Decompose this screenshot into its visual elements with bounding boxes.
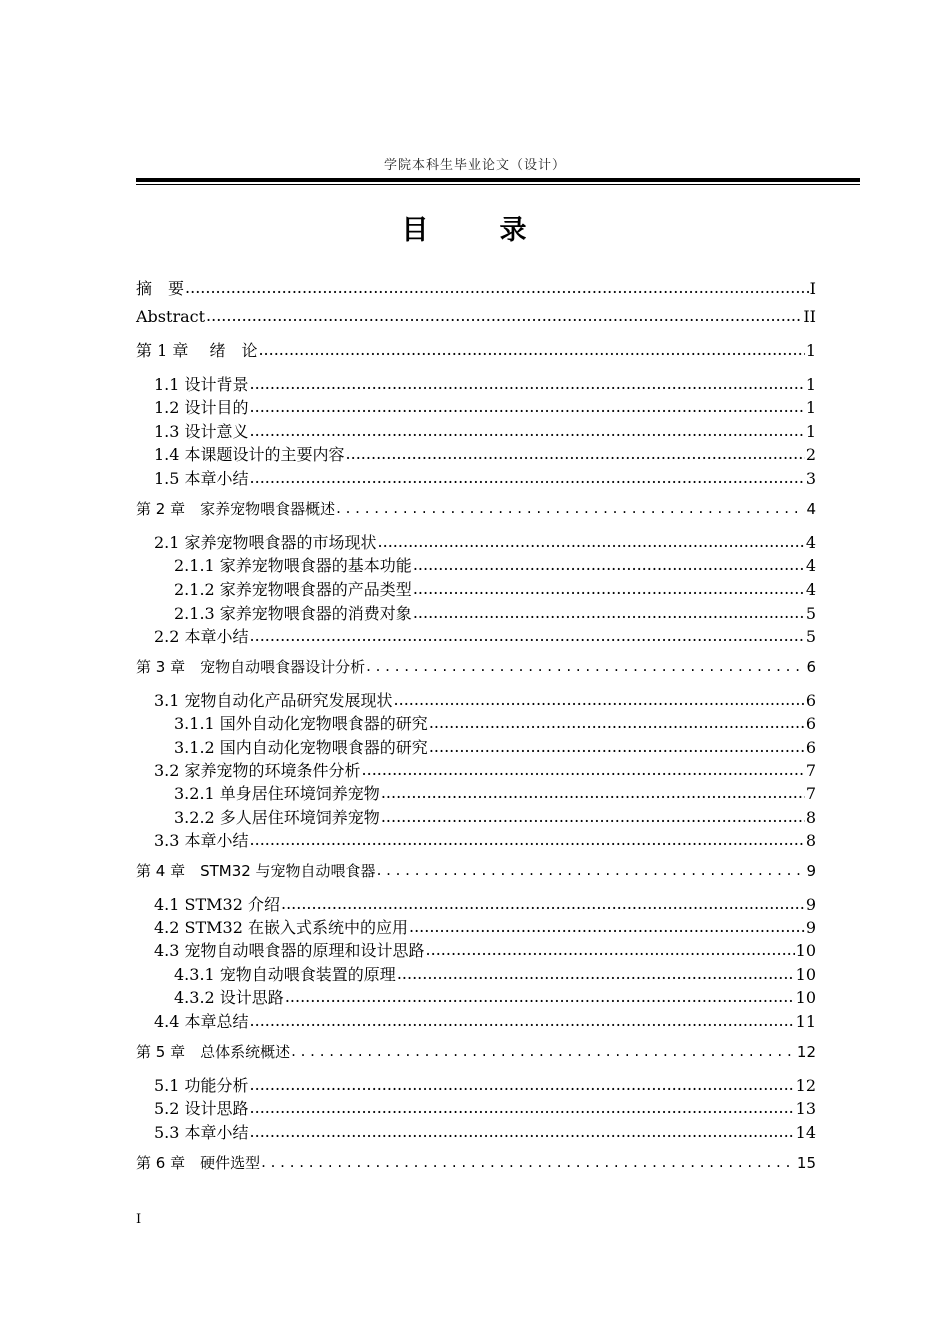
dot-leader bbox=[377, 861, 806, 876]
toc-entry-label: 4.3 宠物自动喂食器的原理和设计思路 bbox=[154, 941, 425, 960]
toc-entry[interactable] bbox=[136, 372, 816, 394]
toc-entry-page: 1 bbox=[805, 422, 816, 441]
toc-entry-page: 11 bbox=[795, 1012, 816, 1031]
toc-entry-page: 8 bbox=[805, 831, 816, 850]
dot-leader bbox=[346, 444, 805, 460]
toc-entry[interactable] bbox=[136, 735, 816, 757]
toc-entry[interactable] bbox=[136, 338, 816, 360]
dot-leader bbox=[250, 1098, 795, 1114]
toc-entry[interactable] bbox=[136, 1073, 816, 1095]
dot-leader bbox=[206, 306, 802, 322]
dot-leader bbox=[185, 278, 809, 294]
toc-entry-page: II bbox=[803, 307, 816, 326]
toc-entry-label: 3.3 本章小结 bbox=[154, 831, 249, 850]
toc-entry[interactable] bbox=[136, 1041, 816, 1063]
toc-entry-label: 4.3.1 宠物自动喂食装置的原理 bbox=[174, 965, 396, 984]
toc-entry-page: 10 bbox=[795, 941, 816, 960]
toc-entry-label: 2.1.2 家养宠物喂食器的产品类型 bbox=[174, 580, 412, 599]
toc-entry[interactable] bbox=[136, 530, 816, 552]
dot-leader bbox=[381, 783, 805, 799]
toc-entry-label: 第 2 章 家养宠物喂食器概述 bbox=[136, 500, 336, 518]
toc-entry-page: 1 bbox=[805, 398, 816, 417]
toc-entry[interactable] bbox=[136, 466, 816, 488]
toc-entry-page: 7 bbox=[805, 761, 816, 780]
toc-entry-page: 9 bbox=[805, 895, 816, 914]
toc-entry-label: 1.1 设计背景 bbox=[154, 375, 249, 394]
toc-entry-label: 2.1 家养宠物喂食器的市场现状 bbox=[154, 533, 377, 552]
toc-entry[interactable] bbox=[136, 892, 816, 914]
toc-entry-page: 14 bbox=[795, 1123, 816, 1142]
toc-entry-page: 1 bbox=[805, 341, 816, 360]
toc-entry-label: 3.2.1 单身居住环境饲养宠物 bbox=[174, 784, 380, 803]
dot-leader bbox=[250, 374, 805, 390]
toc-entry[interactable] bbox=[136, 688, 816, 710]
toc-entry-page: 1 bbox=[805, 375, 816, 394]
page-number: I bbox=[136, 1212, 142, 1227]
toc-entry-page: 6 bbox=[805, 714, 816, 733]
toc-entry[interactable] bbox=[136, 1152, 816, 1174]
toc-entry[interactable] bbox=[136, 711, 816, 733]
toc-entry-page: 7 bbox=[805, 784, 816, 803]
dot-leader bbox=[426, 940, 795, 956]
toc-entry-label: 2.2 本章小结 bbox=[154, 627, 249, 646]
dot-leader bbox=[250, 1075, 795, 1091]
toc-entry-label: 3.2 家养宠物的环境条件分析 bbox=[154, 761, 361, 780]
toc-entry[interactable] bbox=[136, 985, 816, 1007]
toc-entry[interactable] bbox=[136, 781, 816, 803]
dot-leader bbox=[381, 807, 805, 823]
toc-entry-label: 3.1 宠物自动化产品研究发展现状 bbox=[154, 691, 393, 710]
header-rule-thin bbox=[136, 184, 860, 185]
toc-entry-label: 4.3.2 设计思路 bbox=[174, 988, 284, 1007]
toc-entry-page: 9 bbox=[805, 918, 816, 937]
toc-entry-label: 1.2 设计目的 bbox=[154, 398, 249, 417]
toc-entry-label: 第 3 章 宠物自动喂食器设计分析 bbox=[136, 658, 366, 676]
dot-leader bbox=[413, 603, 805, 619]
dot-leader bbox=[250, 468, 805, 484]
toc-entry-page: 6 bbox=[806, 658, 816, 676]
toc-entry-page: 12 bbox=[795, 1076, 816, 1095]
toc-entry[interactable] bbox=[136, 656, 816, 678]
toc-entry-label: 2.1.1 家养宠物喂食器的基本功能 bbox=[174, 556, 412, 575]
toc-entry-page: 6 bbox=[805, 691, 816, 710]
toc-entry-label: 5.3 本章小结 bbox=[154, 1123, 249, 1142]
dot-leader bbox=[285, 987, 795, 1003]
toc-entry[interactable] bbox=[136, 395, 816, 417]
toc-entry-page: I bbox=[809, 279, 816, 298]
toc-entry-label: 摘 要 bbox=[136, 279, 185, 298]
toc-entry-page: 4 bbox=[806, 500, 816, 518]
dot-leader bbox=[413, 555, 805, 571]
toc-entry[interactable] bbox=[136, 498, 816, 520]
toc-entry-label: 3.2.2 多人居住环境饲养宠物 bbox=[174, 808, 380, 827]
dot-leader bbox=[394, 690, 805, 706]
toc-entry-page: 9 bbox=[806, 862, 816, 880]
toc-entry[interactable] bbox=[136, 577, 816, 599]
toc-entry-page: 3 bbox=[805, 469, 816, 488]
toc-entry-page: 13 bbox=[795, 1099, 816, 1118]
dot-leader bbox=[250, 830, 805, 846]
dot-leader bbox=[397, 964, 795, 980]
dot-leader bbox=[429, 713, 805, 729]
running-header: 学院本科生毕业论文（设计） bbox=[383, 158, 566, 173]
toc-entry-label: 第 1 章 绪 论 bbox=[136, 341, 258, 360]
toc-entry-page: 5 bbox=[805, 627, 816, 646]
dot-leader bbox=[366, 657, 805, 672]
dot-leader bbox=[250, 626, 805, 642]
toc-entry[interactable] bbox=[136, 624, 816, 646]
dot-leader bbox=[291, 1042, 796, 1057]
toc-entry-page: 6 bbox=[805, 738, 816, 757]
toc-entry-page: 10 bbox=[795, 965, 816, 984]
dot-leader bbox=[429, 737, 805, 753]
toc-entry-page: 12 bbox=[796, 1043, 816, 1061]
dot-leader bbox=[336, 499, 805, 514]
toc-title: 目 录 bbox=[401, 215, 549, 246]
toc-entry[interactable] bbox=[136, 1096, 816, 1118]
toc-entry-label: 第 6 章 硬件选型 bbox=[136, 1154, 261, 1172]
dot-leader bbox=[362, 760, 805, 776]
toc-entry[interactable] bbox=[136, 1009, 816, 1031]
dot-leader bbox=[250, 421, 805, 437]
dot-leader bbox=[281, 894, 805, 910]
dot-leader bbox=[409, 917, 805, 933]
toc-entry-label: 1.4 本课题设计的主要内容 bbox=[154, 445, 345, 464]
header-rule-thick bbox=[136, 178, 860, 182]
toc-entry-page: 4 bbox=[805, 556, 816, 575]
dot-leader bbox=[378, 532, 805, 548]
toc-entry-label: 3.1.1 国外自动化宠物喂食器的研究 bbox=[174, 714, 428, 733]
toc-entry[interactable] bbox=[136, 805, 816, 827]
toc-entry-label: 1.5 本章小结 bbox=[154, 469, 249, 488]
toc-entry[interactable] bbox=[136, 442, 816, 464]
toc-entry-label: 4.2 STM32 在嵌入式系统中的应用 bbox=[154, 918, 408, 937]
toc-entry[interactable] bbox=[136, 306, 816, 328]
toc-entry-label: Abstract bbox=[136, 307, 206, 326]
toc-entry[interactable] bbox=[136, 860, 816, 882]
toc-entry-label: 5.1 功能分析 bbox=[154, 1076, 249, 1095]
toc-entry[interactable] bbox=[136, 938, 816, 960]
toc-entry-label: 4.1 STM32 介绍 bbox=[154, 895, 280, 914]
dot-leader bbox=[413, 579, 805, 595]
toc-entry-label: 4.4 本章总结 bbox=[154, 1012, 249, 1031]
toc-entry[interactable] bbox=[136, 758, 816, 780]
toc-entry-label: 3.1.2 国内自动化宠物喂食器的研究 bbox=[174, 738, 428, 757]
toc-entry[interactable] bbox=[136, 601, 816, 623]
toc-entry[interactable] bbox=[136, 962, 816, 984]
toc-entry-page: 2 bbox=[805, 445, 816, 464]
toc-entry[interactable] bbox=[136, 828, 816, 850]
dot-leader bbox=[250, 1122, 795, 1138]
toc-entry[interactable] bbox=[136, 276, 816, 298]
dot-leader bbox=[261, 1153, 796, 1168]
toc-entry[interactable] bbox=[136, 1120, 816, 1142]
toc-entry-page: 4 bbox=[805, 533, 816, 552]
toc-entry-page: 4 bbox=[805, 580, 816, 599]
toc-entry-page: 10 bbox=[795, 988, 816, 1007]
toc-entry[interactable] bbox=[136, 915, 816, 937]
toc-entry-label: 5.2 设计思路 bbox=[154, 1099, 249, 1118]
dot-leader bbox=[250, 397, 805, 413]
toc-entry-page: 15 bbox=[796, 1154, 816, 1172]
dot-leader bbox=[258, 340, 804, 356]
toc-entry-label: 1.3 设计意义 bbox=[154, 422, 249, 441]
toc-entry[interactable] bbox=[136, 419, 816, 441]
dot-leader bbox=[250, 1011, 795, 1027]
toc-entry[interactable] bbox=[136, 553, 816, 575]
toc-entry-page: 5 bbox=[805, 604, 816, 623]
toc-entry-page: 8 bbox=[805, 808, 816, 827]
toc-entry-label: 第 5 章 总体系统概述 bbox=[136, 1043, 291, 1061]
toc-entry-label: 第 4 章 STM32 与宠物自动喂食器 bbox=[136, 862, 376, 880]
toc-entry-label: 2.1.3 家养宠物喂食器的消费对象 bbox=[174, 604, 412, 623]
